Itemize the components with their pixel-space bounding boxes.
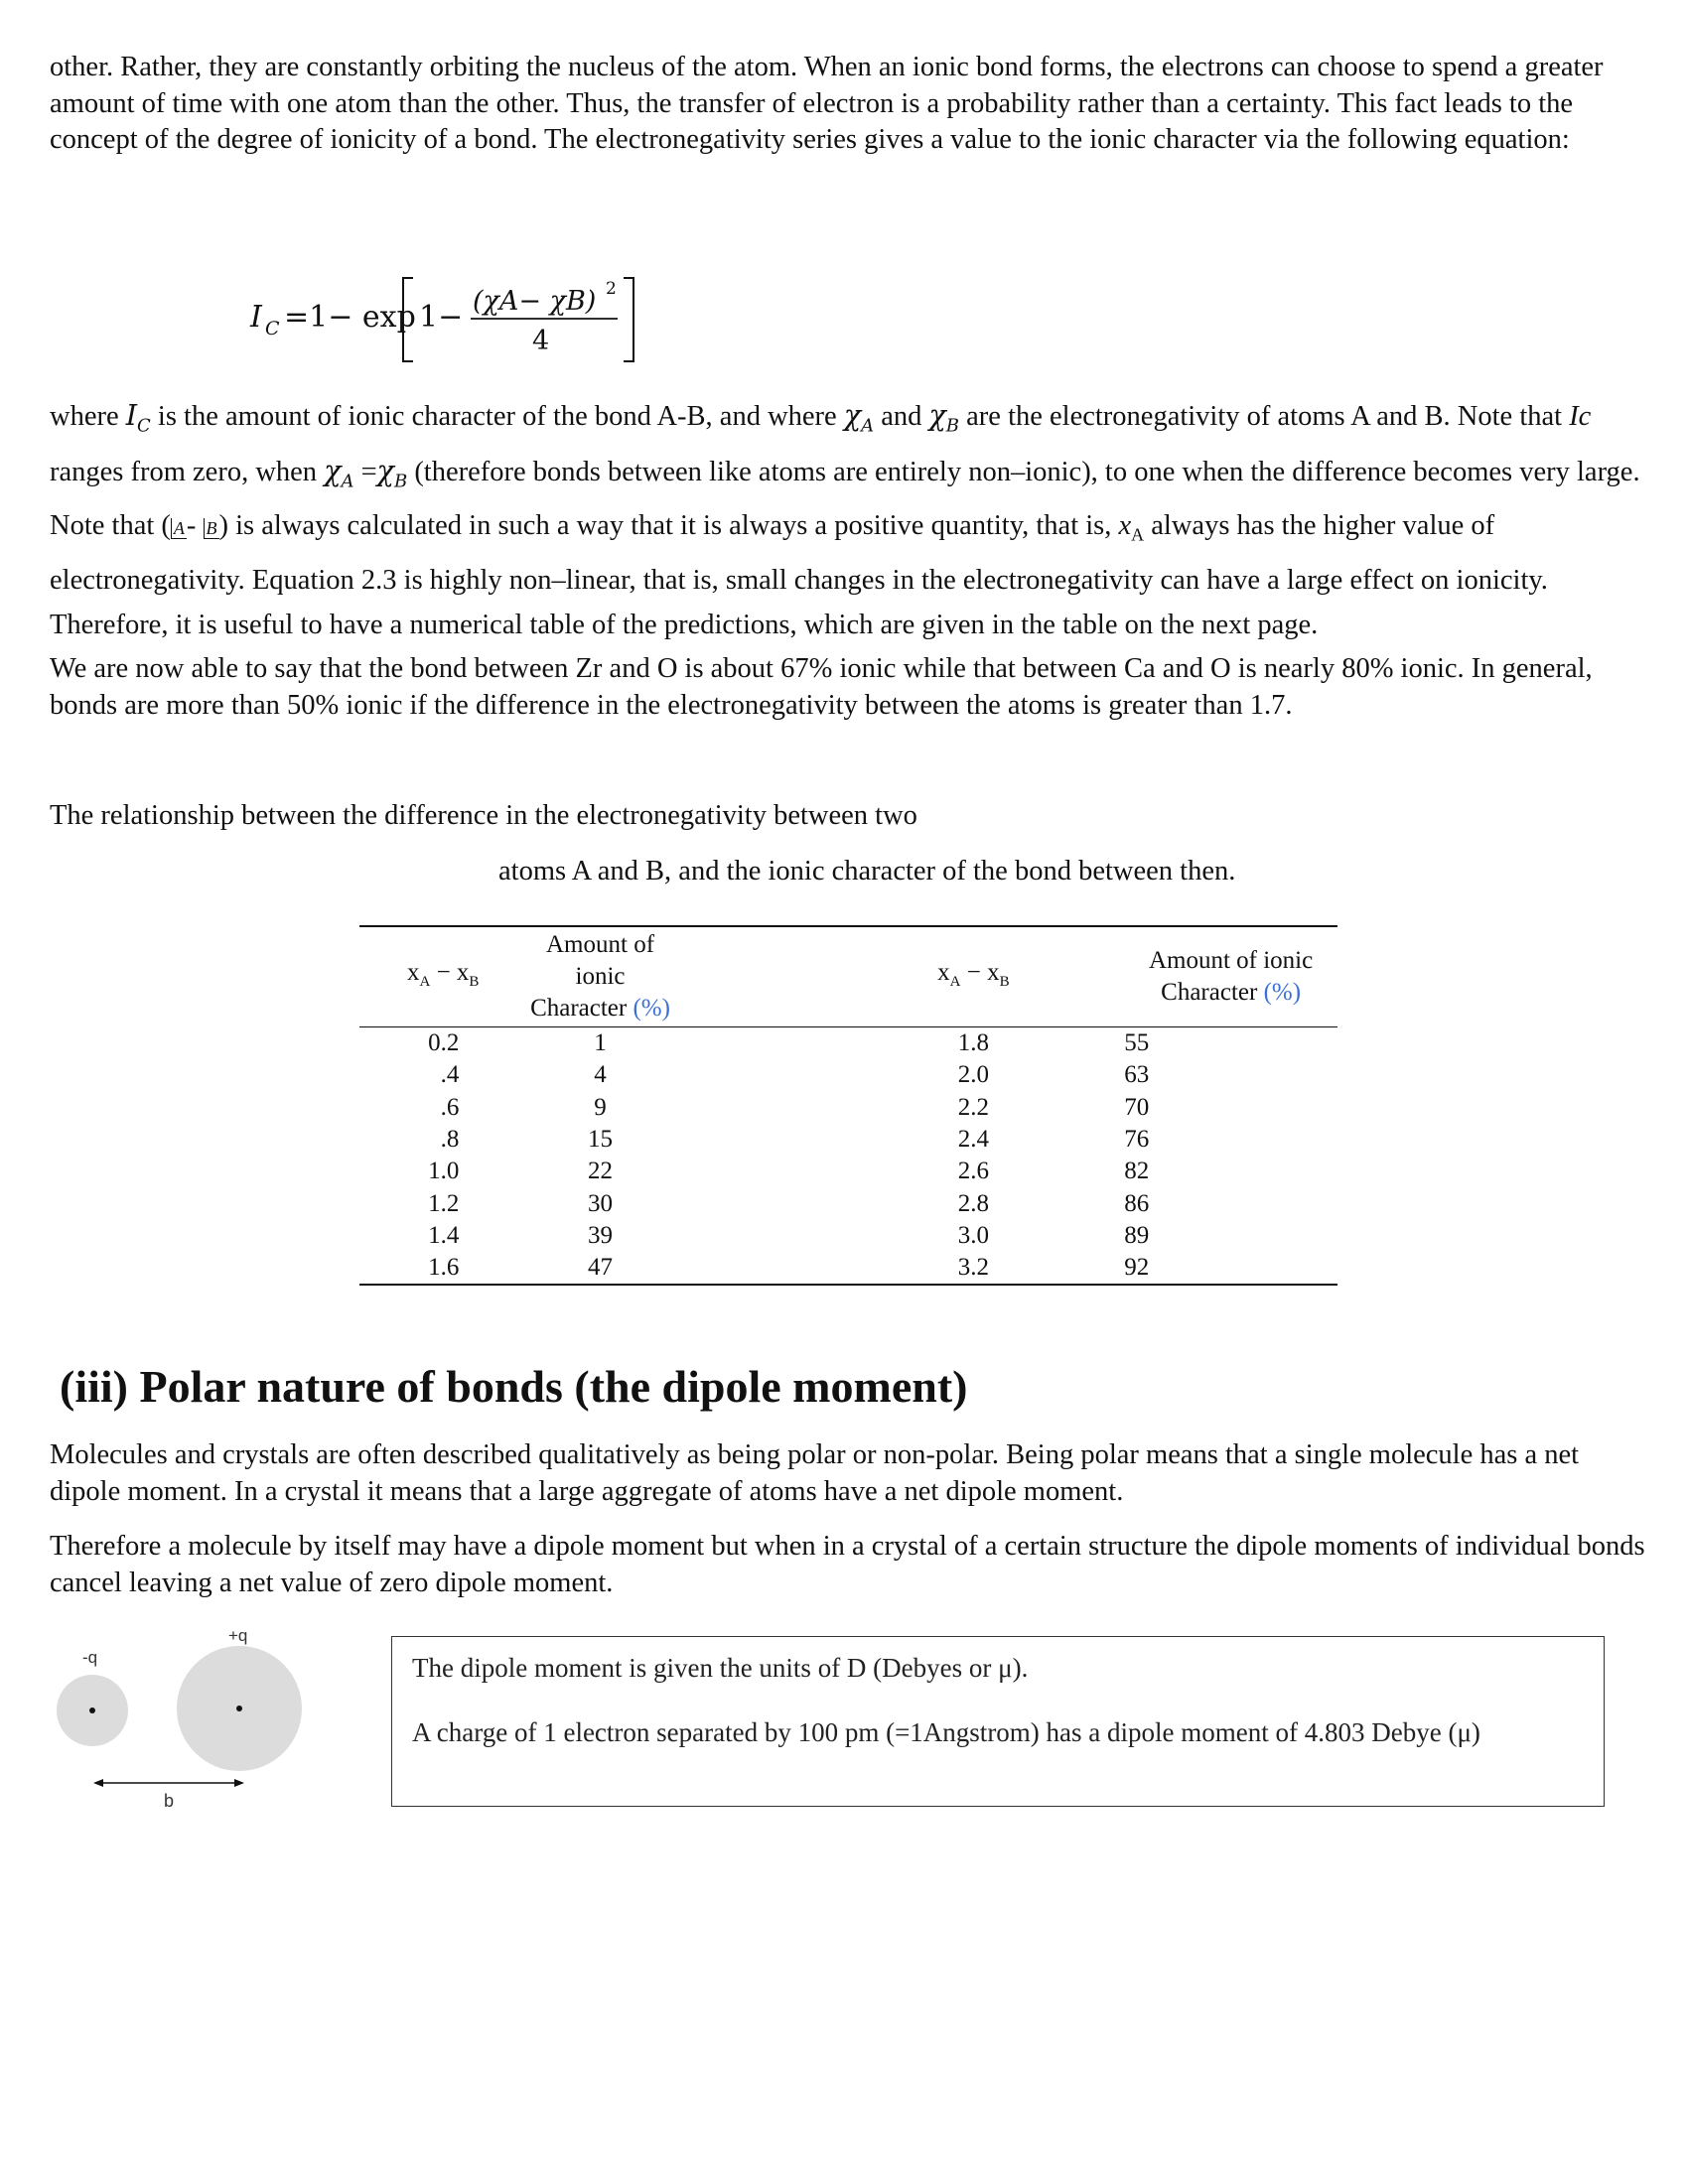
cell-amount-right: 76 [1124,1126,1150,1154]
table-row [359,1027,1337,1060]
cell-diff-left: 0.2 [428,1029,460,1057]
pos-charge-label: +q [228,1626,248,1645]
ionic-character-equation [248,260,685,369]
table-body [359,1027,1337,1286]
cell-amount-left: 22 [588,1158,614,1185]
cell-amount-right: 92 [1124,1254,1150,1282]
cell-amount-right: 89 [1124,1221,1150,1249]
info-line-electron: A charge of 1 electron separated by 100 pm (=1Angstrom) has a dipole moment of 4.803 Debye (μ) [412,1717,1480,1747]
cell-diff-right: 2.0 [957,1061,990,1089]
cell-amount-right: 86 [1124,1189,1150,1217]
explanation-paragraph: where $I_C$ is the amount of ionic character of the bond A-B, and where $\chi_A$ and $\chi_B$ are the electronegativity of atoms A and B. Note that Ic ranges from zero, when $\chi_A =\chi_B$ (therefore bonds between like atoms are entirely non–ionic), to one when the difference becomes very large. Note that ( A- B) is always calculated in such a way that it is always a positive quantity, that is, $x_A$ always has the higher value of electronegativity. Equation 2.3 is highly non–linear, that is, small changes in the electronegativity can have a large effect on ionicity. Therefore, it is useful to have a numerical table of the predictions, which are given in the table on the next page. [50,399,1640,641]
cell-amount-left: 15 [588,1126,614,1154]
cell-amount-left: 47 [588,1254,614,1282]
cell-diff-left: .4 [440,1061,460,1089]
cell-amount-left: 1 [594,1029,607,1057]
eq-exp: =1− exp [284,300,416,335]
intro-paragraph: other. Rather, they are constantly orbiting the nucleus of the atom. When an ionic bond forms, the electrons can choose to spend a greater amount of time with one atom than the other. Thus, the transfer of electron is a probability rather than a certainty. This fact leads to the concept of the degree of ionicity of a bond. The electronegativity series gives a value to the ionic character via the following equation: [50,52,1604,155]
table-caption-line1: The relationship between the difference in the electronegativity between two [50,800,917,831]
cell-amount-right: 55 [1124,1029,1150,1057]
eq-one-minus: 1− [419,300,464,335]
distance-label: b [164,1791,175,1811]
crystal-dipole-paragraph: Therefore a molecule by itself may have a dipole moment but when in a crystal of a certain structure the dipole moments of individual bonds cancel leaving a net value of zero dipole moment. [50,1531,1645,1598]
eq-lhs: I [250,300,262,335]
table-header-row [359,926,1337,1027]
polar-paragraph: Molecules and crystals are often described qualitatively as being polar or non-polar. Being polar means that a single molecule has a net dipole moment. In a crystal it means that a large aggregate of atoms have a net dipole moment. [50,1439,1580,1507]
cell-amount-right: 82 [1124,1158,1150,1185]
cell-amount-left: 9 [594,1093,607,1121]
cell-diff-left: .8 [440,1126,460,1154]
col-header-diff-1: $x_A - x_B$ [406,958,480,990]
neg-charge-label: -q [82,1648,98,1667]
arrow-left-head [93,1779,103,1787]
eq-denominator: 4 [532,326,550,356]
section-heading: (iii) Polar nature of bonds (the dipole moment) [60,1361,968,1412]
cell-diff-left: 1.4 [428,1221,460,1249]
table-row [359,1187,1337,1219]
cell-diff-left: .6 [440,1093,460,1121]
table-row [359,1059,1337,1091]
cell-diff-right: 2.2 [957,1093,990,1121]
negative-atom-center [89,1707,95,1713]
table-caption-line2: atoms A and B, and the ionic character of the bond between then. [498,856,1236,887]
cell-diff-right: 2.8 [957,1189,990,1217]
table-row [359,1220,1337,1252]
cell-diff-right: 3.2 [957,1254,990,1282]
cell-amount-left: 4 [594,1061,607,1089]
cell-amount-left: 30 [588,1189,614,1217]
cell-diff-right: 3.0 [957,1221,990,1249]
cell-amount-right: 63 [1124,1061,1150,1089]
cell-amount-left: 39 [588,1221,614,1249]
table-row [359,1124,1337,1156]
ionic-character-table [359,925,1337,1286]
ionicity-examples-paragraph: We are now able to say that the bond between Zr and O is about 67% ionic while that between Ca and O is nearly 80% ionic. In general, bonds are more than 50% ionic if the difference in the electronegativity between the atoms is greater than 1.7. [50,653,1593,721]
cell-diff-left: 1.0 [428,1158,460,1185]
col-header-amount-2: Amount of ionic Character (%) [1148,947,1314,1006]
arrow-right-head [234,1779,244,1787]
cell-diff-left: 1.6 [428,1254,460,1282]
info-line-units: The dipole moment is given the units of D (Debyes or μ). [412,1653,1029,1683]
eq-numerator: (χA− χB) [473,286,597,317]
right-bracket [624,278,633,361]
positive-atom-center [236,1706,242,1711]
table-row [359,1092,1337,1124]
cell-diff-right: 2.4 [957,1126,990,1154]
dipole-diagram [50,1613,318,1812]
col-header-amount-1: Amount of ionic Character (%) [530,931,670,1022]
cell-diff-left: 1.2 [428,1189,460,1217]
table-row [359,1252,1337,1285]
cell-diff-right: 1.8 [957,1029,990,1057]
table-row [359,1156,1337,1187]
eq-exponent: 2 [606,279,617,299]
cell-diff-right: 2.6 [957,1158,990,1185]
cell-amount-right: 70 [1124,1093,1150,1121]
eq-lhs-sub: C [265,318,280,340]
col-header-diff-2: $x_A - x_B$ [937,958,1010,990]
dipole-units-box [391,1636,1605,1807]
